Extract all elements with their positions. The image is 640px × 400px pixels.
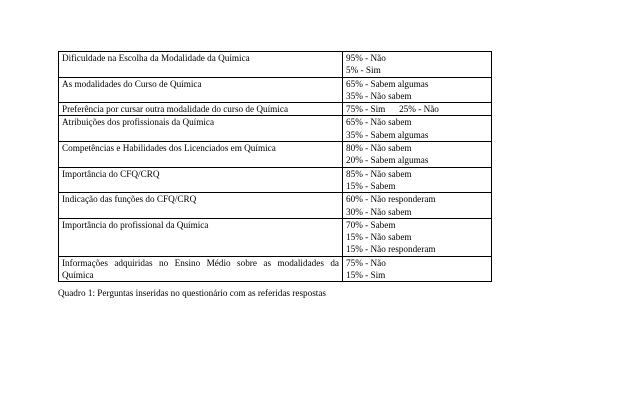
answer-line: 85% - Não sabem — [346, 168, 412, 179]
answer-line: 15% - Sabem — [346, 180, 396, 191]
answer-cell — [343, 167, 492, 193]
table-row — [59, 218, 492, 256]
table-caption: Quadro 1: Perguntas inseridas no questionário com as referidas respostas — [58, 288, 326, 298]
answer-cell — [343, 256, 492, 282]
answer-cell — [343, 193, 492, 219]
answer-line: 95% - Não — [346, 53, 386, 63]
answer-cell — [343, 77, 492, 103]
answer-line: 5% - Sim — [346, 65, 381, 76]
table-row — [59, 193, 492, 219]
table-row — [59, 52, 492, 78]
answer-cell — [343, 142, 492, 168]
answer-cell — [343, 218, 492, 256]
question-cell: Importância do profissional da Química — [59, 218, 343, 256]
answer-line: 80% - Não sabem — [346, 143, 412, 154]
answer-line: 35% - Sabem algumas — [346, 129, 429, 140]
table-row — [59, 103, 492, 116]
answer-line: 30% - Não sabem — [346, 206, 412, 217]
question-cell: Informações adquiridas no Ensino Médio sobre as modalidades da Química — [59, 256, 343, 282]
answer-cell — [343, 52, 492, 78]
answer-line: 35% - Não sabem — [346, 90, 412, 101]
answer-line: 15% - Não sabem — [346, 232, 412, 243]
answer-line: 60% - Não responderam — [346, 194, 436, 205]
question-cell: Importância do CFQ/CRQ — [59, 167, 343, 193]
table-row — [59, 116, 492, 142]
question-cell: Dificuldade na Escolha da Modalidade da Química — [59, 52, 343, 78]
survey-table — [58, 51, 492, 282]
table-row — [59, 256, 492, 282]
answer-cell — [343, 103, 492, 116]
question-cell: Atribuições dos profissionais da Química — [59, 116, 343, 142]
answer-line: 65% - Sabem algumas — [346, 78, 429, 89]
answer-line: 65% - Não sabem — [346, 117, 412, 128]
answer-line: 20% - Sabem algumas — [346, 155, 429, 166]
table-row — [59, 142, 492, 168]
table-row — [59, 77, 492, 103]
answer-line: 15% - Sim — [346, 270, 386, 281]
answer-line: 15% - Não responderam — [346, 244, 436, 255]
answer-line: 70% - Sabem — [346, 219, 396, 230]
question-cell: As modalidades do Curso de Química — [59, 77, 343, 103]
table-row — [59, 167, 492, 193]
answer-line: 75% - Sim 25% - Não — [346, 104, 439, 115]
question-cell: Competências e Habilidades dos Licenciados em Química — [59, 142, 343, 168]
question-cell: Indicação das funções do CFQ/CRQ — [59, 193, 343, 219]
answer-cell — [343, 116, 492, 142]
survey-table-body — [59, 52, 492, 282]
question-cell: Preferência por cursar outra modalidade do curso de Química — [59, 103, 343, 116]
answer-line: 75% - Não — [346, 257, 386, 268]
